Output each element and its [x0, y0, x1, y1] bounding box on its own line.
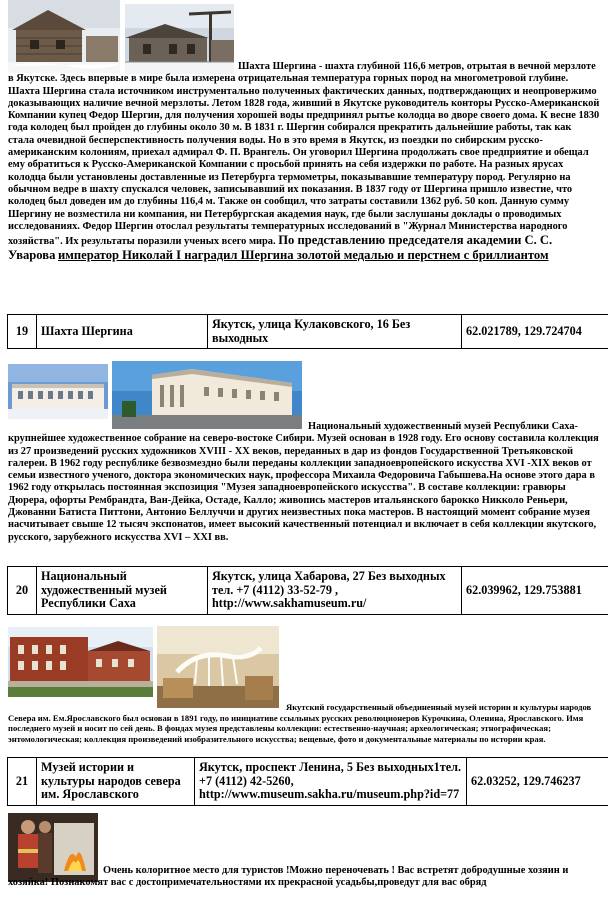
section-20-caption	[8, 421, 600, 544]
section-19-award-text: император Николай I наградил Шергина золотой медалью и перстнем с бриллиантом	[58, 248, 549, 263]
place-name: Шахта Шергина	[37, 315, 208, 349]
section-21-caption	[8, 702, 600, 744]
photo-art-museum-winter	[8, 364, 108, 419]
section-21-table	[7, 757, 608, 806]
table-row	[8, 315, 608, 349]
section-20-text: Национальный художественный музей Республики Саха- крупнейшее художественное собрание на северо-востоке Сибири. Музей основан в 1928 году. Его основу составила коллекция из 27 произведений русских художников XVIII - XX веков, переданных в дар из фондов Государственной Третьяковской галереи. В 1962 году республике безвозмездно были переданы коллекции западноевропейского искусства XVI -XIX веков от семьи известного ученого, доктора экономических наук, профессора Михаила Федоровича Габышева.На основе этого дара в 1962 году открылась постоянная экспозиция "Музея западноевропейского искусства". В составе коллекции: гравюры Дюрера, офорты Рембрандта, Ван-Дейка, Остаде, Калло; живопись мастеров итальянского барокко Никколо Реньери, Джованни Батиста Питтони, Антонио Беллуччи и других неизвестных пока мастеров. В настоящий момент собрание музея насчитывает свыше 12 тысяч экспонатов, имеет высокий качественный потенциал и включает в себя коллекции якутского, русского, зарубежного искусства XVI – XXI вв.	[8, 421, 599, 543]
table-row	[8, 567, 608, 615]
place-coordinates: 62.03252, 129.746237	[467, 758, 608, 806]
section-19-table	[7, 314, 608, 349]
row-number: 20	[8, 567, 37, 615]
section-19-caption	[8, 61, 600, 264]
section-22-text: Очень колоритное место для туристов !Можно переночевать ! Вас встретят добродушные хозяин и хозяйка! Познакомят вас с достопримечательностями их прекрасной усадьбы,проведут для вас обряд	[8, 865, 569, 889]
photo-art-museum-summer	[112, 361, 302, 429]
place-name: Музей истории и культуры народов севера им. Ярославского	[37, 758, 195, 806]
photo-history-museum-building	[8, 627, 153, 697]
place-address: Якутск, улица Кулаковского, 16 Без выходных	[208, 315, 462, 349]
section-21-text: Якутский государственный объединенный музей истории и культуры народов Севера им. Ем.Ярославского был основан в 1891 году, по инициативе ссыльных русских революционеров Курочкина, Оленина, Ярославского. Имя последнего музей и носит по сей день. В фондах музея представлены коллекции: естественно-научная; археологическая; этнографическая; энтомологическая; коллекция произведений изобразительного искусства; вещевые, фото и документальные материалы по истории края.	[8, 702, 592, 744]
place-coordinates: 62.021789, 129.724704	[462, 315, 608, 349]
row-number: 21	[8, 758, 37, 806]
row-number: 19	[8, 315, 37, 349]
place-address: Якутск, улица Хабарова, 27 Без выходных тел. +7 (4112) 33-52-79 , http://www.sakhamuseum.ru/	[208, 567, 462, 615]
place-coordinates: 62.039962, 129.753881	[462, 567, 608, 615]
section-20-table	[7, 566, 608, 615]
section-19-text-large: По представлению председателя академии С. С. Уварова	[8, 233, 553, 263]
photo-museum-interior-skeleton	[157, 626, 279, 708]
place-name: Национальный художественный музей Республики Саха	[37, 567, 208, 615]
place-address: Якутск, проспект Ленина, 5 Без выходных1тел. +7 (4112) 42-5260, http://www.museum.sakha.ru/museum.php?id=77	[195, 758, 467, 806]
section-19-text: Шахта Шергина - шахта глубиной 116,6 метров, отрытая в вечной мерзлоте в Якутске. Здесь впервые в мире была измерена отрицательная температура горных пород на многометровой глубине. Шахта Шергина стала источником инструментально полученных фактических данных, подтверждающих и неопровержимо доказывающих наличие вечной мерзлоты. Летом 1828 года, живший в Якутске руководитель конторы Русско-Американской Компании купец Федор Шергин, для получения хорошей воды предпринял рытье колодца во дворе своего дома. К весне 1830 года колодец был пройден до глубины около 30 м. В 1831 г. Шергин собирался прекратить дальнейшие работы, так как стала очевидной бесперспективность получения воды. Но в это время в Якутск, из поездки по сибирским русско-американским колониям, приехал адмирал Ф. П. Врангель. Он уговорил Шергина продолжать свое предприятие и обещал ему обратиться к Русско-Американской Компании с просьбой принять на себя издержки по работе. На разных ярусах колодца были установлены доставленные из Петербурга термометры, показывавшие температуру пород. Регулярно на обычном ведре в шахту спускался человек, записывавший их показания. В 1837 году от Шергина пришло известие, что колодец был доведен им до глубины 116,4 м. Также он сообщил, что затраты составили 1362 руб. 50 коп. Данную сумму Шергину не возместила ни компания, ни Петербургская академия наук, где были заслушаны доклады о проводимых исследованиях. Федор Шергин отослал результаты температурных исследований в "Журнал Министерства народного хозяйства". Их результаты поразили ученых всего мира.	[8, 61, 600, 248]
section-22-caption	[8, 865, 600, 890]
table-row	[8, 758, 608, 806]
